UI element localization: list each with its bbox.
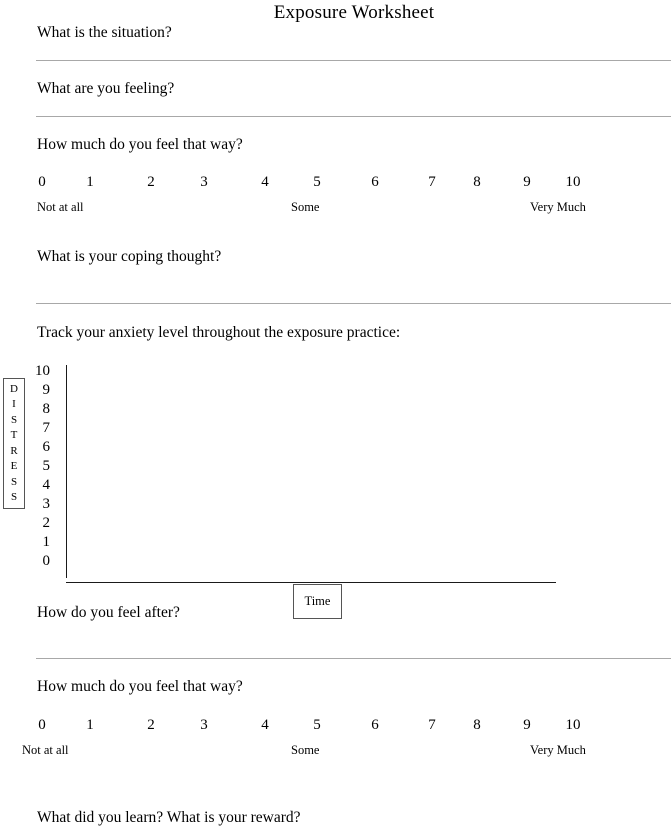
distress-letter-8: S	[10, 491, 18, 503]
prompt-track-instruction: Track your anxiety level throughout the exposure practice:	[37, 324, 401, 341]
scale-number-6[interactable]: 6	[371, 174, 379, 190]
rating-scale-after[interactable]	[0, 716, 671, 766]
distress-letter-4: T	[10, 429, 18, 441]
scale-after-number-9[interactable]: 9	[523, 717, 531, 733]
y-tick-2: 2	[42, 515, 50, 531]
scale-anchor-high: Very Much	[530, 200, 586, 214]
scale-number-0[interactable]: 0	[38, 174, 46, 190]
scale-after-anchor-high: Very Much	[530, 743, 586, 757]
scale-after-number-3[interactable]: 3	[200, 717, 208, 733]
scale-after-number-1[interactable]: 1	[86, 717, 94, 733]
divider-4	[36, 658, 671, 659]
scale-after-number-2[interactable]: 2	[147, 717, 155, 733]
scale-number-3[interactable]: 3	[200, 174, 208, 190]
prompt-intensity-after: How much do you feel that way?	[37, 678, 243, 695]
y-tick-9: 9	[42, 382, 50, 398]
scale-after-number-4[interactable]: 4	[261, 717, 269, 733]
distress-letter-3: S	[10, 413, 18, 426]
y-tick-3: 3	[42, 496, 50, 512]
prompt-feeling: What are you feeling?	[37, 80, 175, 97]
scale-number-8[interactable]: 8	[473, 174, 481, 190]
scale-after-anchor-mid: Some	[291, 743, 320, 757]
prompt-coping-thought: What is your coping thought?	[37, 248, 222, 265]
chart-x-axis-label-time	[293, 584, 342, 619]
prompt-learn-reward: What did you learn? What is your reward?	[37, 809, 301, 826]
scale-number-4[interactable]: 4	[261, 174, 269, 190]
scale-after-number-5[interactable]: 5	[313, 717, 321, 733]
scale-after-number-10[interactable]: 10	[565, 717, 581, 733]
divider-1	[36, 60, 671, 61]
y-tick-8: 8	[42, 401, 50, 417]
scale-after-number-8[interactable]: 8	[473, 717, 481, 733]
time-label: Time	[304, 594, 331, 608]
divider-2	[36, 116, 671, 117]
scale-after-number-0[interactable]: 0	[38, 717, 46, 733]
y-tick-6: 6	[42, 439, 50, 455]
scale-number-5[interactable]: 5	[313, 174, 321, 190]
chart-y-axis-line	[66, 365, 67, 578]
page-title: Exposure Worksheet	[273, 2, 435, 23]
distress-chart[interactable]	[0, 355, 671, 630]
scale-anchor-mid: Some	[291, 200, 320, 214]
distress-letter-1: D	[10, 382, 18, 395]
scale-anchor-low: Not at all	[37, 200, 84, 214]
scale-after-number-7[interactable]: 7	[428, 717, 436, 733]
distress-letter-7: S	[10, 475, 18, 488]
divider-3	[36, 303, 671, 304]
scale-number-7[interactable]: 7	[428, 174, 436, 190]
rating-scale-before[interactable]	[0, 173, 671, 223]
y-tick-10: 10	[35, 363, 50, 379]
y-tick-1: 1	[42, 534, 50, 550]
scale-after-number-6[interactable]: 6	[371, 717, 379, 733]
scale-number-2[interactable]: 2	[147, 174, 155, 190]
scale-number-1[interactable]: 1	[86, 174, 94, 190]
y-tick-4: 4	[42, 477, 50, 493]
prompt-situation: What is the situation?	[37, 24, 172, 41]
chart-y-ticks	[0, 355, 50, 575]
prompt-intensity-before: How much do you feel that way?	[37, 136, 243, 153]
distress-letter-2: I	[12, 398, 16, 410]
distress-letter-5: R	[10, 444, 18, 457]
distress-letter-6: E	[10, 460, 18, 472]
scale-number-9[interactable]: 9	[523, 174, 531, 190]
scale-number-10[interactable]: 10	[565, 174, 581, 190]
y-tick-0: 0	[42, 553, 50, 569]
y-tick-7: 7	[42, 420, 50, 436]
y-tick-5: 5	[42, 458, 50, 474]
prompt-feel-after: How do you feel after?	[37, 604, 180, 621]
chart-x-axis-line	[66, 582, 556, 583]
scale-after-anchor-low: Not at all	[22, 743, 69, 757]
